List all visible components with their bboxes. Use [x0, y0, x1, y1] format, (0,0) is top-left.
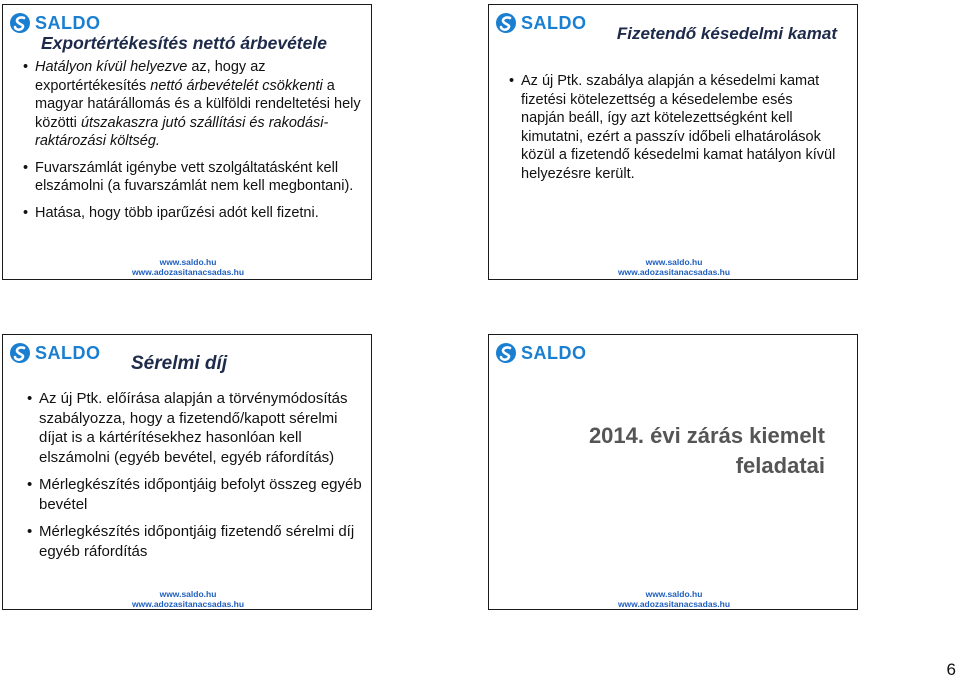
saldo-logo	[495, 342, 587, 364]
bullet-dot: •	[27, 390, 33, 407]
bullet-dot: •	[23, 204, 29, 221]
bullet-text: Mérlegkészítés időpontjáig befolyt összeg egyéb bevétel	[39, 476, 362, 513]
footer-link-saldo[interactable]: www.saldo.hu	[159, 257, 217, 267]
slide-late-interest	[488, 4, 858, 280]
logo-text: SALDO	[521, 343, 587, 363]
bullet-text: Hatályon kívül helyezve az, hogy az exportértékesítés nettó árbevételét csökkenti a magyar határállomás és a külföldi rendeltetési hely közötti útszakaszra jutó szállítási és rakodási-raktározási költség.	[35, 59, 361, 149]
slide-body	[27, 389, 367, 569]
bullet-item	[509, 72, 839, 183]
bullet-item	[23, 159, 363, 196]
slide-closing-tasks	[488, 334, 858, 610]
bullet-item	[23, 204, 363, 223]
logo-text: SALDO	[35, 13, 101, 33]
bullet-text: Fuvarszámlát igénybe vett szolgáltatásként kell elszámolni (a fuvarszámlát nem kell megbontani).	[35, 159, 354, 194]
slide-title: 2014. évi zárás kiemelt feladatai	[588, 423, 825, 478]
slide-export-revenue	[2, 4, 372, 280]
footer-link-adozasi[interactable]: www.adozasitanacsadas.hu	[131, 599, 245, 609]
footer-link-adozasi[interactable]: www.adozasitanacsadas.hu	[617, 267, 731, 277]
saldo-swirl-icon	[495, 342, 517, 364]
slide-footer	[123, 257, 253, 277]
slide-footer	[123, 589, 253, 609]
footer-link-saldo[interactable]: www.saldo.hu	[645, 257, 703, 267]
bullet-item	[27, 389, 367, 467]
bullet-text: Mérlegkészítés időpontjáig fizetendő sérelmi díj egyéb ráfordítás	[39, 523, 355, 560]
saldo-swirl-icon	[9, 12, 31, 34]
bullet-text: Az új Ptk. szabálya alapján a késedelmi kamat fizetési kötelezettség a késedelembe esés napján beáll, így azt kötelezettségként kell kimutatni, ezért a passzív időbeli elhatárolások közül a fizetendő késedelmi kamat hatályon kívül helyezésre került.	[521, 73, 836, 182]
bullet-item	[27, 475, 367, 514]
page-number: 6	[946, 660, 956, 679]
slide-title: Exportértékesítés nettó árbevétele	[41, 33, 327, 53]
bullet-dot: •	[509, 73, 515, 89]
bullet-text: Hatása, hogy több iparűzési adót kell fizetni.	[35, 204, 319, 221]
saldo-swirl-icon	[495, 12, 517, 34]
slide-title: Sérelmi díj	[131, 353, 228, 374]
footer-link-adozasi[interactable]: www.adozasitanacsadas.hu	[617, 599, 731, 609]
slide-body	[23, 58, 363, 230]
logo-text: SALDO	[521, 13, 587, 33]
slide-footer	[609, 589, 739, 609]
bullet-dot: •	[23, 159, 29, 176]
bullet-item	[23, 58, 363, 151]
slide-footer	[609, 257, 739, 277]
bullet-dot: •	[27, 523, 33, 540]
bullet-dot: •	[27, 476, 33, 493]
saldo-logo	[495, 12, 587, 34]
footer-link-adozasi[interactable]: www.adozasitanacsadas.hu	[131, 267, 245, 277]
slide-grievance-fee	[2, 334, 372, 610]
bullet-item	[27, 522, 367, 561]
logo-text: SALDO	[35, 343, 101, 363]
bullet-dot: •	[23, 59, 29, 75]
slide-body	[509, 72, 839, 191]
slide-title: Fizetendő késedelmi kamat	[616, 24, 837, 43]
saldo-logo	[9, 342, 101, 364]
saldo-swirl-icon	[9, 342, 31, 364]
bullet-text: Az új Ptk. előírása alapján a törvénymódosítás szabályozza, hogy a fizetendő/kapott sérelmi díjat is a kártérítésekhez hasonlóan kell elszámolni (egyéb bevétel, egyéb ráfordítás)	[39, 390, 348, 466]
footer-link-saldo[interactable]: www.saldo.hu	[645, 589, 703, 599]
footer-link-saldo[interactable]: www.saldo.hu	[159, 589, 217, 599]
saldo-logo	[9, 12, 101, 34]
